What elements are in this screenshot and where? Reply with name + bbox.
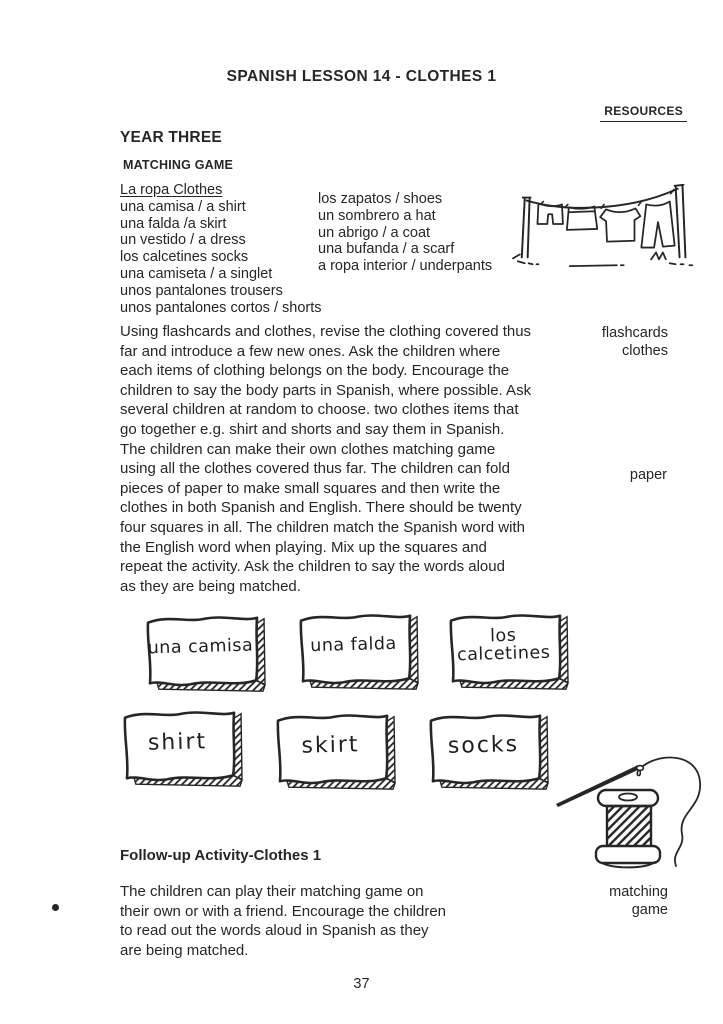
text-line: The children can play their matching game on	[120, 883, 424, 900]
margin-label-game-line: game	[631, 901, 668, 918]
text-line: several children at random to choose. two clothes items that	[120, 401, 519, 419]
text-line: unos pantalones cortos / shorts	[120, 299, 322, 316]
text-line: un sombrero a hat	[318, 207, 436, 224]
text-line: the English word when playing. Mix up the squares and	[120, 538, 487, 556]
followup-heading: Follow-up Activity-Clothes 1	[120, 847, 322, 864]
text-line: each items of clothing belongs on the body. Encourage the	[120, 362, 510, 380]
text-line: The children can make their own clothes matching game	[120, 440, 496, 458]
text-line: using all the clothes covered thus far. The children can fold	[120, 460, 510, 478]
text-line: unos pantalones trousers	[120, 282, 283, 299]
margin-label-clothes-line: clothes	[622, 342, 668, 359]
card-label: una falda	[309, 633, 398, 656]
card-label: socks	[447, 731, 520, 759]
page-number: 37	[353, 976, 370, 992]
text-line: repeat the activity. Ask the children to say the words aloud	[120, 558, 505, 576]
card-label: los calcetines	[456, 625, 551, 665]
vocab-list-1	[120, 199, 322, 317]
text-line: children to say the body parts in Spanish, where possible. Ask	[120, 381, 532, 399]
text-line: go together e.g. shirt and shorts and say them in Spanish.	[120, 420, 505, 438]
text-line: far and introduce a few new ones. Ask the children where	[120, 342, 501, 360]
word-card-una-falda	[296, 607, 421, 694]
text-line: as they are being matched.	[120, 577, 301, 595]
thread-spool-illustration	[550, 750, 722, 878]
resources-heading: RESOURCES	[600, 104, 687, 122]
vocab-column-spanish-1	[120, 182, 322, 316]
year-heading: YEAR THREE	[120, 129, 222, 146]
text-line: clothes in both Spanish and English. There should be twenty	[120, 499, 522, 517]
margin-label-flashcards	[602, 325, 668, 360]
margin-label-matching-game	[609, 884, 668, 919]
text-line: una camiseta / a singlet	[120, 265, 273, 282]
text-line: los zapatos / shoes	[318, 191, 443, 207]
text-line: los calcetines socks	[120, 249, 249, 266]
text-line: their own or with a friend. Encourage the children	[120, 902, 447, 920]
word-card-una-camisa	[143, 609, 268, 696]
word-card-los-calcetines	[446, 607, 571, 694]
text-line: una falda /a skirt	[120, 215, 227, 232]
text-line: una camisa / a shirt	[120, 198, 246, 215]
page-title: SPANISH LESSON 14 - CLOTHES 1	[226, 68, 497, 85]
margin-label-paper: paper	[629, 467, 667, 483]
clothesline-illustration	[510, 177, 708, 275]
text-line: pieces of paper to make small squares and then write the	[120, 479, 501, 497]
vocab-title: La ropa Clothes	[120, 182, 223, 198]
matching-game-heading: MATCHING GAME	[123, 158, 233, 172]
bullet-point-icon	[52, 904, 59, 911]
followup-paragraph	[120, 882, 480, 960]
text-line: un abrigo / a coat	[318, 224, 431, 241]
vocab-column-spanish-2	[318, 191, 492, 275]
text-line: are being matched.	[120, 941, 249, 959]
card-label: shirt	[147, 728, 208, 756]
main-activity-paragraph	[120, 322, 595, 596]
word-card-shirt	[120, 704, 245, 791]
text-line: Using flashcards and clothes, revise the clothing covered thus	[120, 323, 532, 340]
text-line: a ropa interior / underpants	[318, 258, 493, 275]
card-label: una camisa	[147, 635, 254, 659]
text-line: four squares in all. The children match the Spanish word with	[120, 518, 525, 536]
margin-label-matching-line: matching	[609, 884, 668, 900]
text-line: un vestido / a dress	[120, 232, 246, 249]
margin-label-flashcards-line: flashcards	[601, 325, 668, 341]
text-line: to read out the words aloud in Spanish as they	[120, 922, 429, 940]
word-card-socks	[426, 707, 551, 794]
text-line: una bufanda / a scarf	[318, 241, 455, 258]
vocab-list-2	[318, 191, 492, 275]
word-card-skirt	[273, 707, 398, 794]
card-label: skirt	[301, 731, 360, 759]
